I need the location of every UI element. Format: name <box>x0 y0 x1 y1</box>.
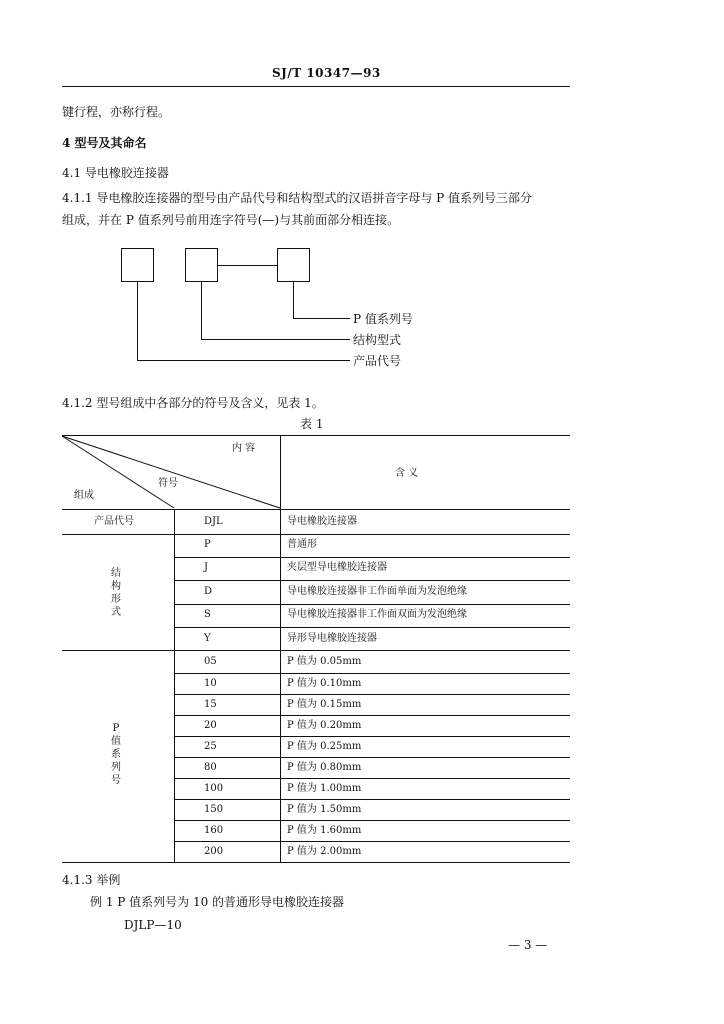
meaning-cell: P 值为 0.20mm <box>287 720 362 731</box>
symbol-cell: 100 <box>204 783 224 794</box>
meaning-cell: P 值为 2.00mm <box>287 846 362 857</box>
meaning-cell: 导电橡胶连接器非工作面双面为发泡绝缘 <box>287 609 467 620</box>
meaning-cell: P 值为 0.80mm <box>287 762 362 773</box>
section-4-1-2-text: 4.1.2 型号组成中各部分的符号及含义，见表 1。 <box>62 396 324 410</box>
symbol-cell: 25 <box>204 741 217 752</box>
section-4-1-title: 4.1 导电橡胶连接器 <box>62 166 169 180</box>
meaning-cell: 夹层型导电橡胶连接器 <box>287 562 387 573</box>
example-1-text: 例 1 P 值系列号为 10 的普通形导电橡胶连接器 <box>90 895 345 909</box>
diagram-label-product: 产品代号 <box>353 354 402 368</box>
meaning-cell: 异形导电橡胶连接器 <box>287 633 377 644</box>
header-content: 内 容 <box>232 443 256 454</box>
group-product-code: 产品代号 <box>94 516 134 527</box>
meaning-cell: 导电橡胶连接器非工作面单面为发泡绝缘 <box>287 586 467 597</box>
meaning-cell: 普通形 <box>287 539 317 550</box>
diagram-label-p-series: P 值系列号 <box>353 312 413 326</box>
diagram-label-structure: 结构型式 <box>353 333 402 347</box>
symbol-cell: 05 <box>204 656 217 667</box>
symbol-cell: 160 <box>204 825 224 836</box>
meaning-cell: 导电橡胶连接器 <box>287 516 357 527</box>
meaning-cell: P 值为 1.60mm <box>287 825 362 836</box>
symbol-cell: Y <box>204 633 211 644</box>
meaning-cell: P 值为 0.15mm <box>287 699 362 710</box>
header-meaning: 含 义 <box>395 468 419 479</box>
meaning-cell: P 值为 1.00mm <box>287 783 362 794</box>
group-structure: 结构形式 <box>111 568 121 618</box>
symbol-cell: S <box>204 609 211 620</box>
section-4-1-3-title: 4.1.3 举例 <box>62 873 121 887</box>
meaning-cell: P 值为 0.05mm <box>287 656 362 667</box>
table-caption: 表 1 <box>300 417 324 431</box>
meaning-cell: P 值为 0.25mm <box>287 741 362 752</box>
page-number: — 3 — <box>508 938 548 952</box>
symbol-cell: DJL <box>204 516 223 527</box>
section-4-1-1-line2: 组成，并在 P 值系列号前用连字符号(—)与其前面部分相连接。 <box>62 213 400 227</box>
symbol-cell: J <box>204 562 209 573</box>
group-p-series: P值系列号 <box>111 723 121 786</box>
symbol-cell: 150 <box>204 804 224 815</box>
symbol-cell: 20 <box>204 720 217 731</box>
continued-text: 键行程，亦称行程。 <box>62 105 171 119</box>
symbol-cell: 200 <box>204 846 224 857</box>
example-1-code: DJLP—10 <box>124 918 182 932</box>
header-group: 组成 <box>74 490 94 501</box>
symbol-cell: 10 <box>204 678 217 689</box>
section-4-1-1-line1: 4.1.1 导电橡胶连接器的型号由产品代号和结构型式的汉语拼音字母与 P 值系列号三部分 <box>62 191 533 205</box>
section-4-title: 4 型号及其命名 <box>62 136 147 150</box>
symbol-cell: 15 <box>204 699 217 710</box>
symbol-cell: P <box>204 539 211 550</box>
doc-number: SJ/T 10347—93 <box>272 66 381 80</box>
header-symbol: 符号 <box>158 478 178 489</box>
meaning-cell: P 值为 0.10mm <box>287 678 362 689</box>
symbol-cell: D <box>204 586 213 597</box>
meaning-cell: P 值为 1.50mm <box>287 804 362 815</box>
symbol-cell: 80 <box>204 762 217 773</box>
